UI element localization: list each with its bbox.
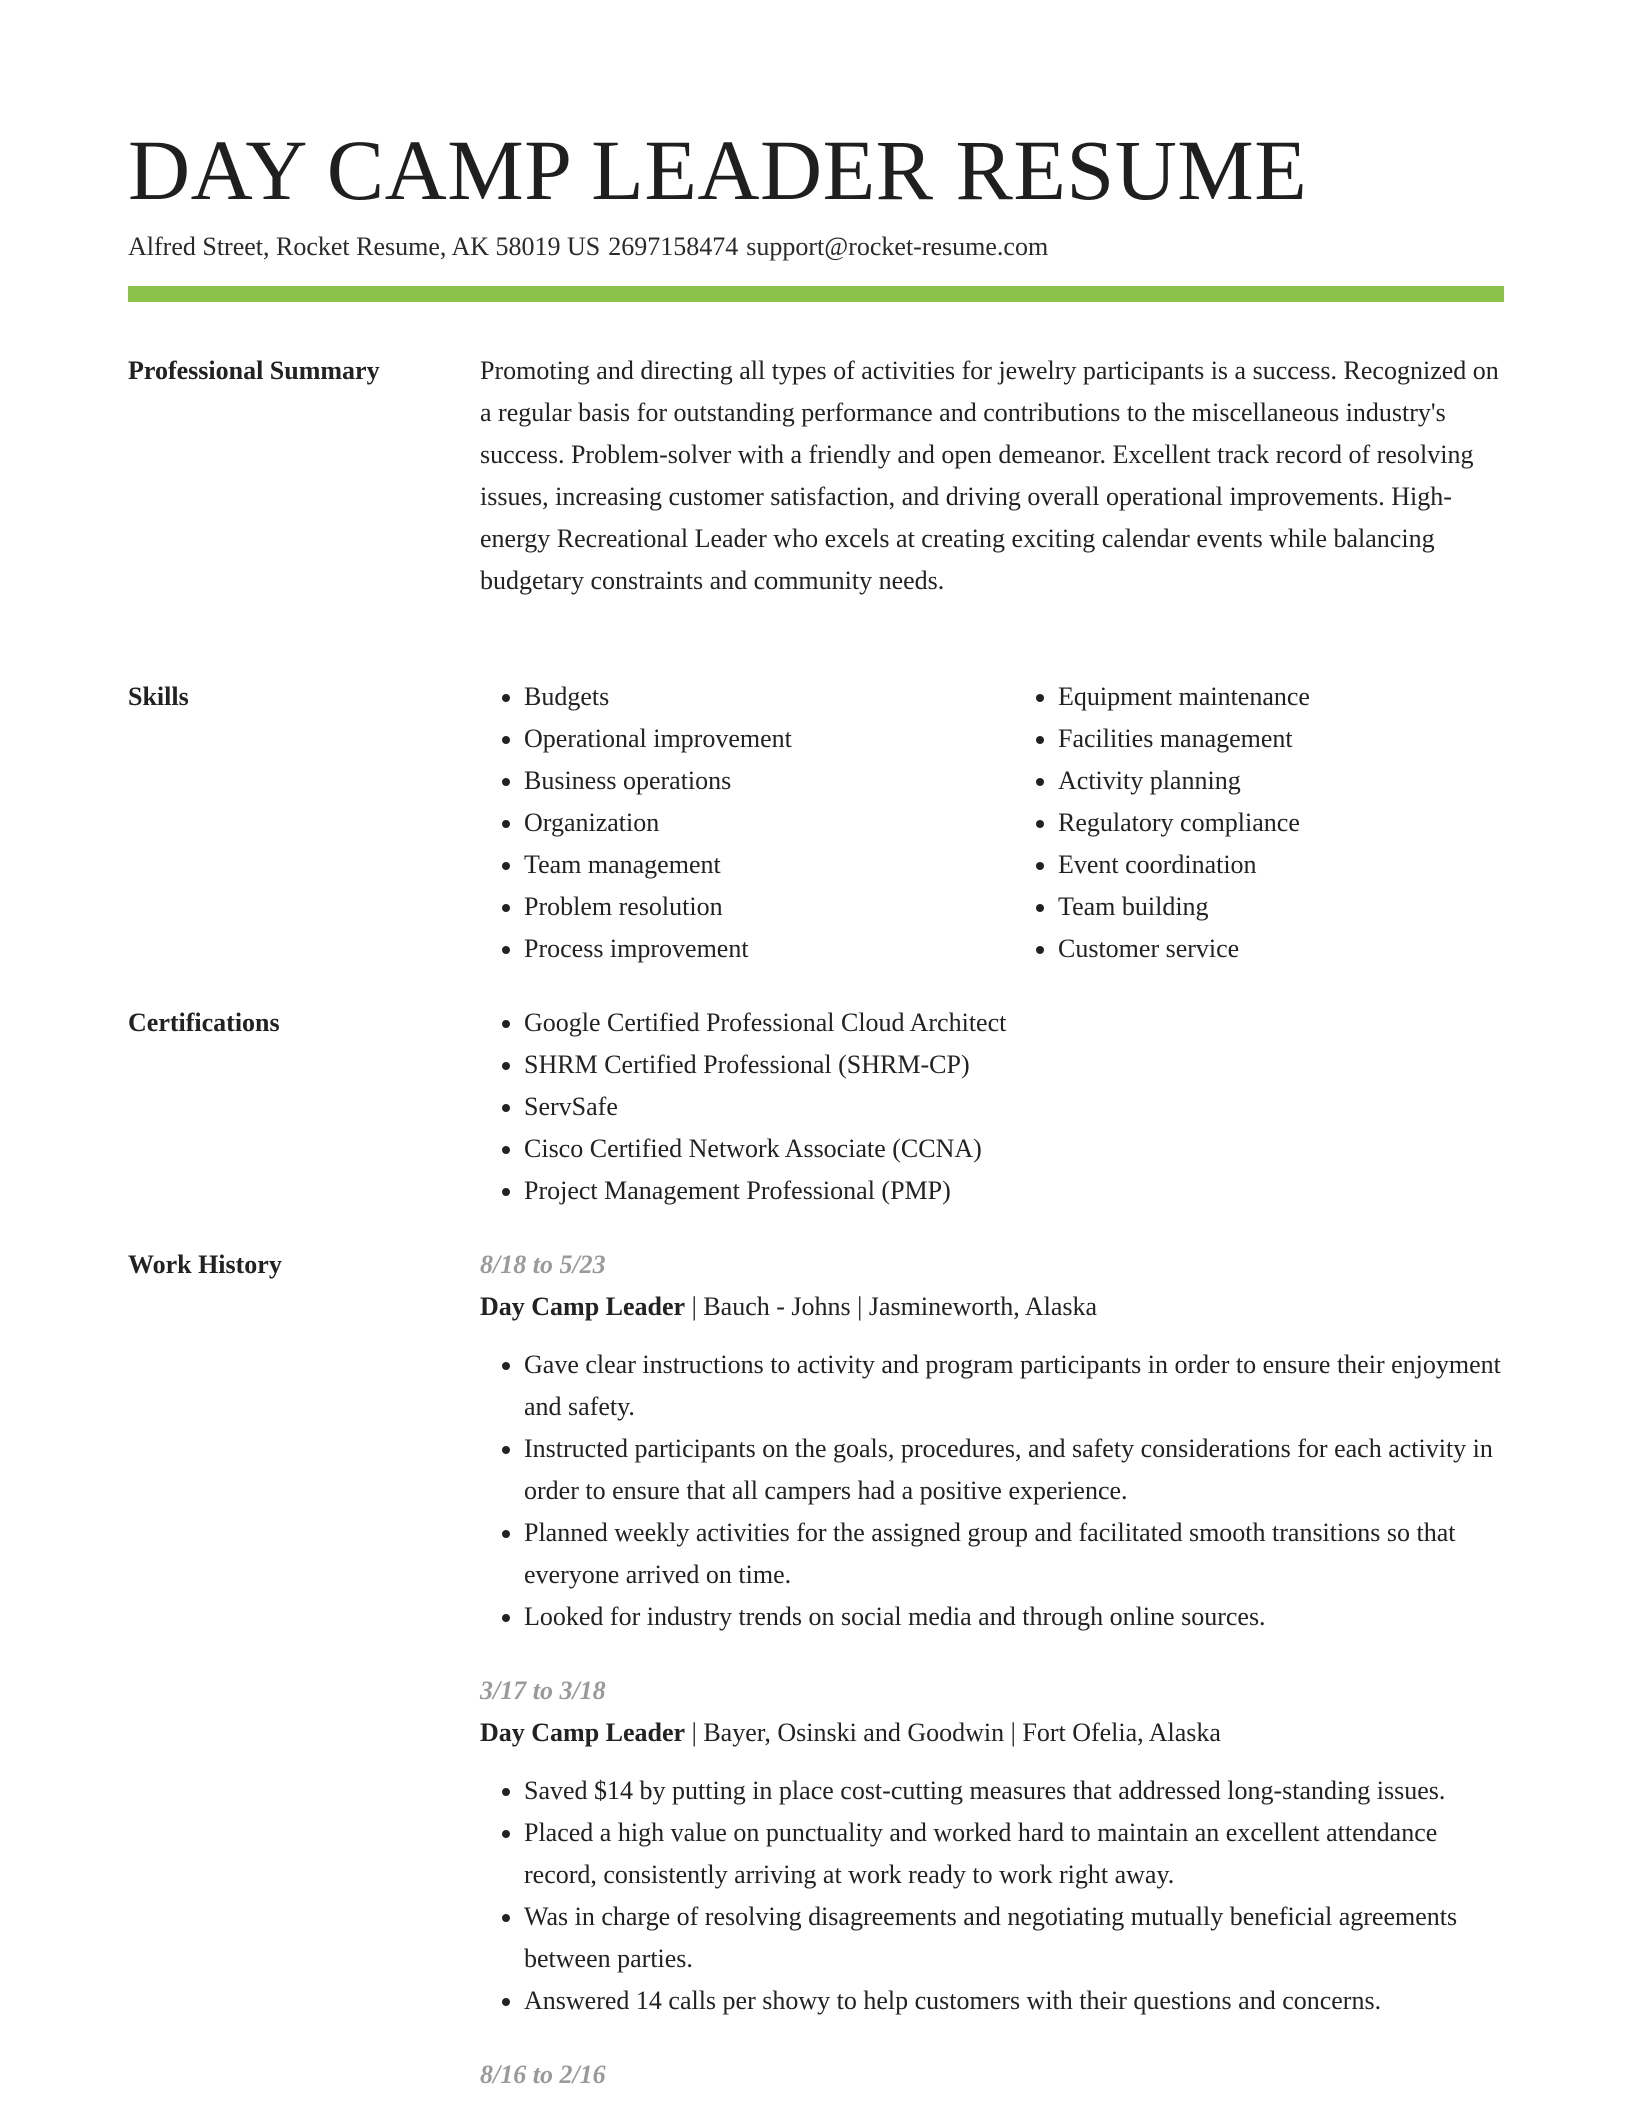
skill-item: • Operational improvement bbox=[524, 718, 970, 760]
skill-item: • Problem resolution bbox=[524, 886, 970, 928]
certification-item: • Cisco Certified Network Associate (CCNA) bbox=[524, 1128, 1504, 1170]
job-bullet: • Saved $14 by putting in place cost-cutting measures that addressed long-standing issues. bbox=[524, 1770, 1504, 1812]
certifications-label: Certifications bbox=[128, 1008, 280, 1037]
skills-content bbox=[480, 676, 1504, 970]
skill-item: • Activity planning bbox=[1058, 760, 1504, 802]
certification-item: • Project Management Professional (PMP) bbox=[524, 1170, 1504, 1212]
job-entry bbox=[480, 2054, 1504, 2096]
skill-item: • Facilities management bbox=[1058, 718, 1504, 760]
certifications-list bbox=[480, 1002, 1504, 1212]
job-bullet: • Placed a high value on punctuality and worked hard to maintain an excellent attendance record, consistently arriving at work ready to work right away. bbox=[524, 1812, 1504, 1896]
skill-item: • Team management bbox=[524, 844, 970, 886]
job-bullet: • Looked for industry trends on social media and through online sources. bbox=[524, 1596, 1504, 1638]
job-entry bbox=[480, 1244, 1504, 1638]
skill-item: • Team building bbox=[1058, 886, 1504, 928]
skills-label: Skills bbox=[128, 682, 189, 711]
separator: | bbox=[691, 1718, 704, 1747]
skill-item: • Event coordination bbox=[1058, 844, 1504, 886]
job-role: Day Camp Leader bbox=[480, 1718, 686, 1747]
work-history-label: Work History bbox=[128, 1250, 282, 1279]
skill-item: • Equipment maintenance bbox=[1058, 676, 1504, 718]
job-bullet: • Planned weekly activities for the assigned group and facilitated smooth transitions so that everyone arrived on time. bbox=[524, 1512, 1504, 1596]
job-heading bbox=[480, 1712, 1504, 1754]
summary-text: Promoting and directing all types of activities for jewelry participants is a success. Recognized on a regular basis for outstanding performance and contributions to the miscellaneous industry's success. Problem-solver with a friendly and open demeanor. Excellent track record of resolving issues, increasing customer satisfaction, and driving overall operational improvements. High-energy Recreational Leader who excels at creating exciting calendar events while balancing budgetary constraints and community needs. bbox=[480, 356, 1499, 595]
separator: | bbox=[1010, 1718, 1023, 1747]
certification-item: • Google Certified Professional Cloud Architect bbox=[524, 1002, 1504, 1044]
skill-item: • Customer service bbox=[1058, 928, 1504, 970]
job-bullet: • Was in charge of resolving disagreements and negotiating mutually beneficial agreements between parties. bbox=[524, 1896, 1504, 1980]
resume-title: DAY CAMP LEADER RESUME bbox=[128, 122, 1308, 218]
job-heading bbox=[480, 1286, 1504, 1328]
contact-phone: 2697158474 bbox=[608, 232, 739, 261]
contact-line bbox=[128, 230, 1048, 264]
skill-item: • Business operations bbox=[524, 760, 970, 802]
job-company: Bauch - Johns bbox=[703, 1292, 851, 1321]
job-location: Fort Ofelia, Alaska bbox=[1022, 1718, 1221, 1747]
skills-list-left bbox=[480, 676, 970, 970]
job-bullet: • Instructed participants on the goals, procedures, and safety considerations for each activity in order to ensure that all campers had a positive experience. bbox=[524, 1428, 1504, 1512]
job-bullets bbox=[480, 1770, 1504, 2022]
job-dates: 8/18 to 5/23 bbox=[480, 1250, 606, 1279]
certifications-content bbox=[480, 1002, 1504, 1212]
work-history-content bbox=[480, 1244, 1504, 2096]
contact-email: support@rocket-resume.com bbox=[746, 232, 1049, 261]
job-bullets bbox=[480, 1344, 1504, 1638]
certification-item: • SHRM Certified Professional (SHRM-CP) bbox=[524, 1044, 1504, 1086]
summary-content bbox=[480, 350, 1504, 602]
skills-list-right bbox=[1014, 676, 1504, 970]
skill-item: • Process improvement bbox=[524, 928, 970, 970]
accent-divider bbox=[128, 286, 1504, 302]
separator: | bbox=[857, 1292, 869, 1321]
job-entry bbox=[480, 1670, 1504, 2022]
skill-item: • Budgets bbox=[524, 676, 970, 718]
job-dates: 8/16 to 2/16 bbox=[480, 2060, 606, 2089]
certification-item: • ServSafe bbox=[524, 1086, 1504, 1128]
job-location: Jasmineworth, Alaska bbox=[868, 1292, 1098, 1321]
job-bullet: • Answered 14 calls per showy to help customers with their questions and concerns. bbox=[524, 1980, 1504, 2022]
job-bullet: • Gave clear instructions to activity and program participants in order to ensure their enjoyment and safety. bbox=[524, 1344, 1504, 1428]
separator: | bbox=[691, 1292, 704, 1321]
skill-item: • Organization bbox=[524, 802, 970, 844]
summary-label: Professional Summary bbox=[128, 356, 380, 385]
job-dates: 3/17 to 3/18 bbox=[480, 1676, 606, 1705]
job-company: Bayer, Osinski and Goodwin bbox=[703, 1718, 1005, 1747]
job-role: Day Camp Leader bbox=[480, 1292, 686, 1321]
skill-item: • Regulatory compliance bbox=[1058, 802, 1504, 844]
contact-address: Alfred Street, Rocket Resume, AK 58019 US bbox=[128, 232, 601, 261]
